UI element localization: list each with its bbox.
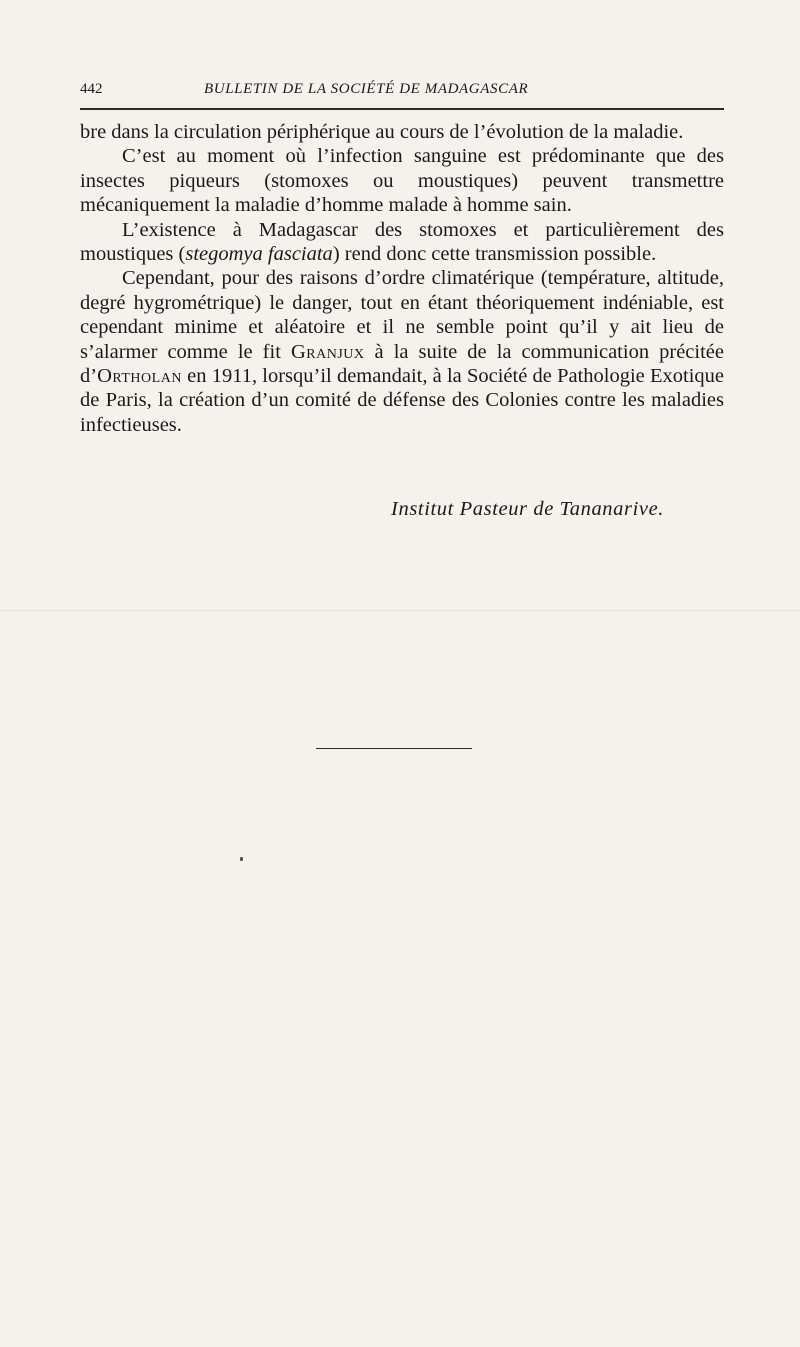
signature-institution: Institut Pasteur de Tananarive.	[391, 498, 664, 520]
page-fold-line	[0, 610, 800, 611]
species-name: stegomya fasciata	[185, 243, 333, 266]
paragraph-3-text-a: L’existence à Madagascar des stomoxes et particulièrement des moustiques (	[80, 218, 724, 266]
paragraph-4-text-c: en 1911, lorsqu’il demandait, à la Société de Pathologie Exotique de Paris, la création d’un comité de défense des Colonies contre les maladies infectieuses.	[80, 365, 724, 436]
paragraph-4	[80, 266, 724, 437]
header-rule	[80, 108, 724, 110]
paragraph-3-text-b: ) rend donc cette transmission possible.	[332, 243, 657, 266]
author-name-ortholan: Ortholan	[97, 365, 182, 388]
running-head	[80, 78, 724, 100]
page-number: 442	[80, 81, 103, 97]
paragraph-4-text-b: à la suite de la communication précitée d’	[80, 340, 724, 388]
paragraph-1: bre dans la circulation périphérique au cours de l’évolution de la maladie.	[80, 121, 684, 143]
running-title: BULLETIN DE LA SOCIÉTÉ DE MADAGASCAR	[204, 81, 529, 97]
closing-rule	[316, 748, 472, 749]
paragraph-4-text-a: Cependant, pour des raisons d’ordre climatérique (température, altitude, degré hygrométrique) le danger, tout en étant théoriquement indéniable, est cependant minime et aléatoire et il ne semble point qu’il y ait lieu de s’alarmer comme le fit	[80, 267, 724, 363]
author-name-granjux: Granjux	[290, 340, 365, 363]
body-text	[80, 120, 724, 437]
paragraph-2: C’est au moment où l’infection sanguine est prédominante que des insectes piqueurs (stomoxes ou moustiques) peuvent transmettre mécaniquement la maladie d’homme malade à homme sain.	[80, 145, 724, 217]
ink-speck	[240, 857, 243, 861]
paragraph-3	[80, 218, 724, 267]
